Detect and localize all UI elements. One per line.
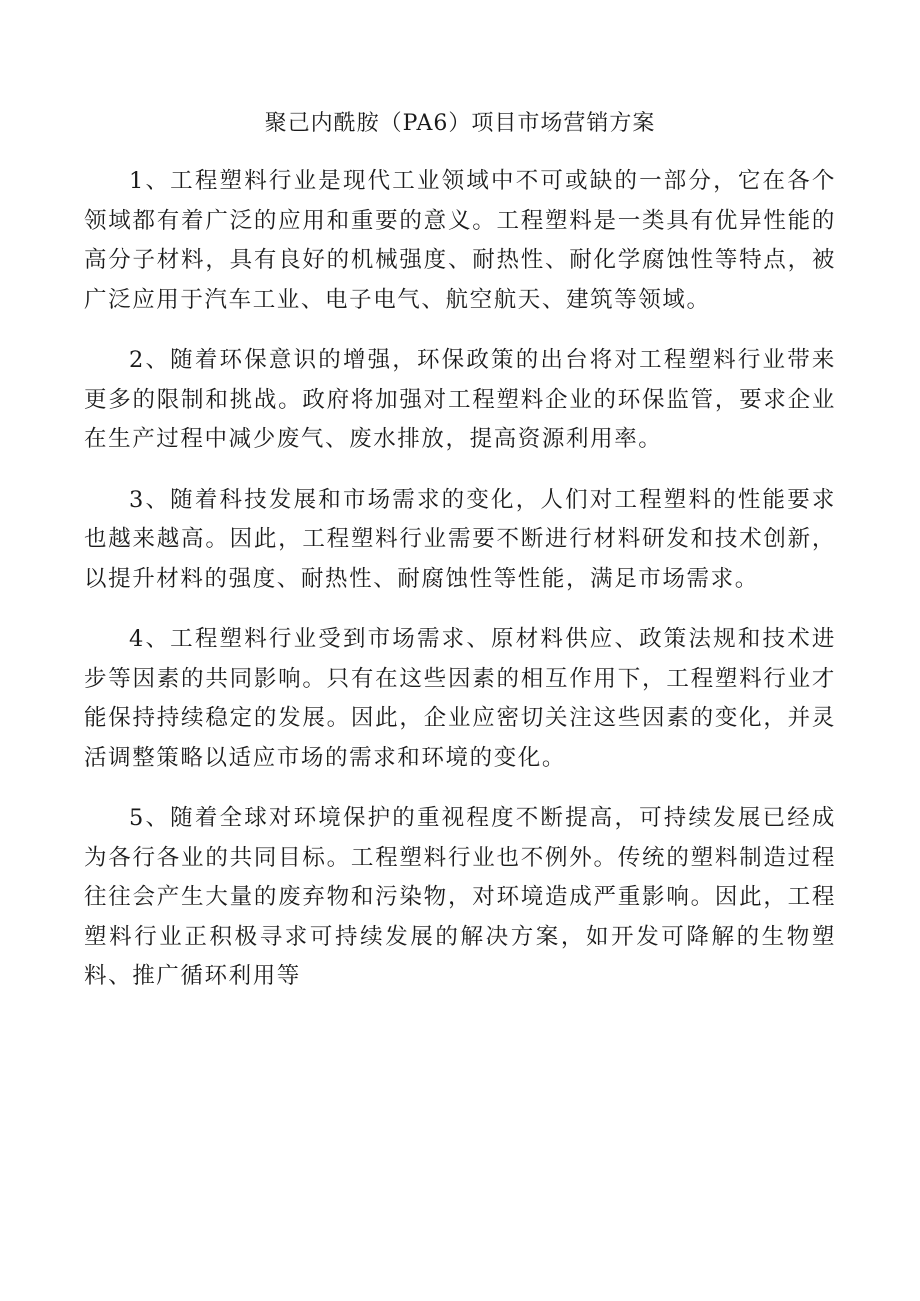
document-body [84,162,836,1018]
document-title: 聚己内酰胺（PA6）项目市场营销方案 [264,111,656,136]
paragraph-1: 1、工程塑料行业是现代工业领域中不可或缺的一部分，它在各个领域都有着广泛的应用和重要的意义。工程塑料是一类具有优异性能的高分子材料，具有良好的机械强度、耐热性、耐化学腐蚀性等特点，被广泛应用于汽车工业、电子电气、航空航天、建筑等领域。 [84,168,836,313]
paragraph-4: 4、工程塑料行业受到市场需求、原材料供应、政策法规和技术进步等因素的共同影响。只有在这些因素的相互作用下，工程塑料行业才能保持持续稳定的发展。因此，企业应密切关注这些因素的变化，并灵活调整策略以适应市场的需求和环境的变化。 [84,626,836,771]
paragraph-3: 3、随着科技发展和市场需求的变化，人们对工程塑料的性能要求也越来越高。因此，工程塑料行业需要不断进行材料研发和技术创新，以提升材料的强度、耐热性、耐腐蚀性等性能，满足市场需求。 [84,486,836,592]
paragraph-5: 5、随着全球对环境保护的重视程度不断提高，可持续发展已经成为各行各业的共同目标。工程塑料行业也不例外。传统的塑料制造过程往往会产生大量的废弃物和污染物，对环境造成严重影响。因此，工程塑料行业正积极寻求可持续发展的解决方案，如开发可降解的生物塑料、推广循环利用等 [84,805,836,989]
paragraph-2: 2、随着环保意识的增强，环保政策的出台将对工程塑料行业带来更多的限制和挑战。政府将加强对工程塑料企业的环保监管，要求企业在生产过程中减少废气、废水排放，提高资源利用率。 [84,347,836,452]
